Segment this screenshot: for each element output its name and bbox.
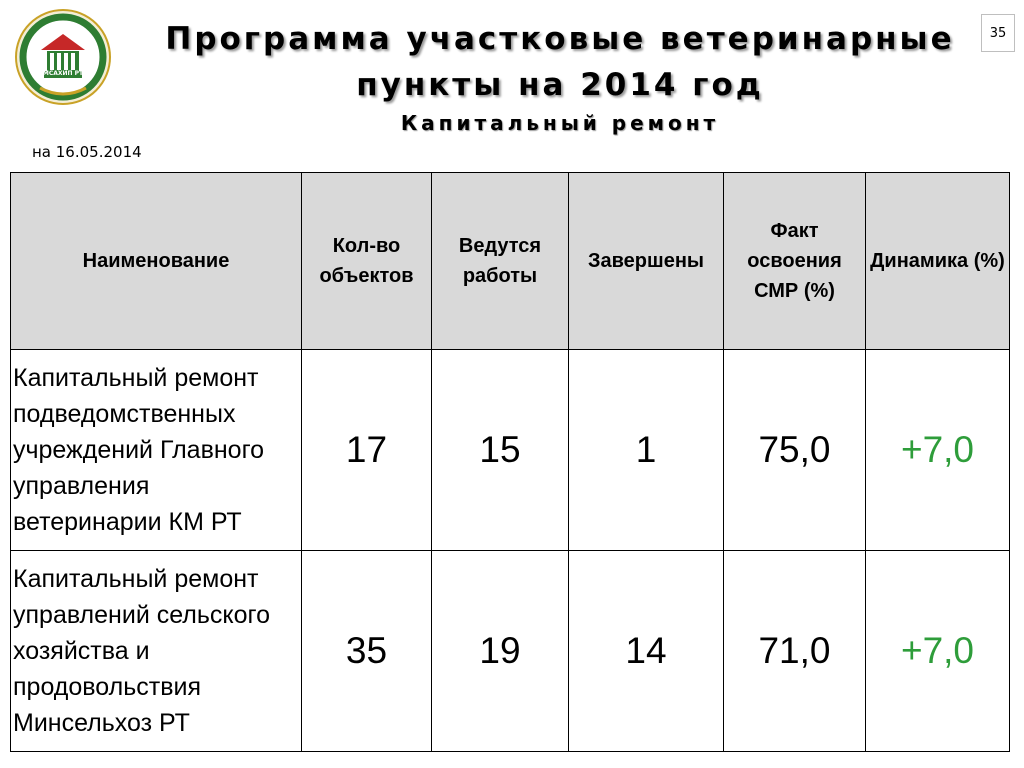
title-line-2: пункты на 2014 год xyxy=(356,67,764,103)
row-count: 35 xyxy=(302,551,432,752)
table-row xyxy=(11,551,1010,752)
table-row xyxy=(11,350,1010,551)
title-line-1: Программа участковые ветеринарные xyxy=(165,21,955,57)
column-header-fact: Факт освоения СМР (%) xyxy=(724,173,866,350)
row-name: Капитальный ремонт подведомственных учреждений Главного управления ветеринарии КМ РТ xyxy=(11,350,302,551)
emblem-icon xyxy=(14,8,112,106)
column-header-in-progress: Ведутся работы xyxy=(432,173,569,350)
row-in-progress: 15 xyxy=(432,350,569,551)
column-header-count: Кол-во объектов xyxy=(302,173,432,350)
row-dynamics: +7,0 xyxy=(866,350,1010,551)
column-header-name: Наименование xyxy=(11,173,302,350)
date-note: на 16.05.2014 xyxy=(32,143,142,161)
page-subtitle: Капитальный ремонт xyxy=(400,111,720,135)
logo-text: МСАХИП РТ xyxy=(42,70,84,77)
data-table xyxy=(10,172,1010,752)
row-completed: 1 xyxy=(569,350,724,551)
row-fact: 75,0 xyxy=(724,350,866,551)
row-completed: 14 xyxy=(569,551,724,752)
page-title xyxy=(120,16,1000,108)
column-header-completed: Завершены xyxy=(569,173,724,350)
row-name: Капитальный ремонт управлений сельского хозяйства и продовольствия Минсельхоз РТ xyxy=(11,551,302,752)
emblem-logo xyxy=(14,8,112,106)
row-in-progress: 19 xyxy=(432,551,569,752)
column-header-dynamics: Динамика (%) xyxy=(866,173,1010,350)
slide-number: 35 xyxy=(981,14,1015,52)
row-count: 17 xyxy=(302,350,432,551)
table-header-row xyxy=(11,173,1010,350)
row-fact: 71,0 xyxy=(724,551,866,752)
row-dynamics: +7,0 xyxy=(866,551,1010,752)
